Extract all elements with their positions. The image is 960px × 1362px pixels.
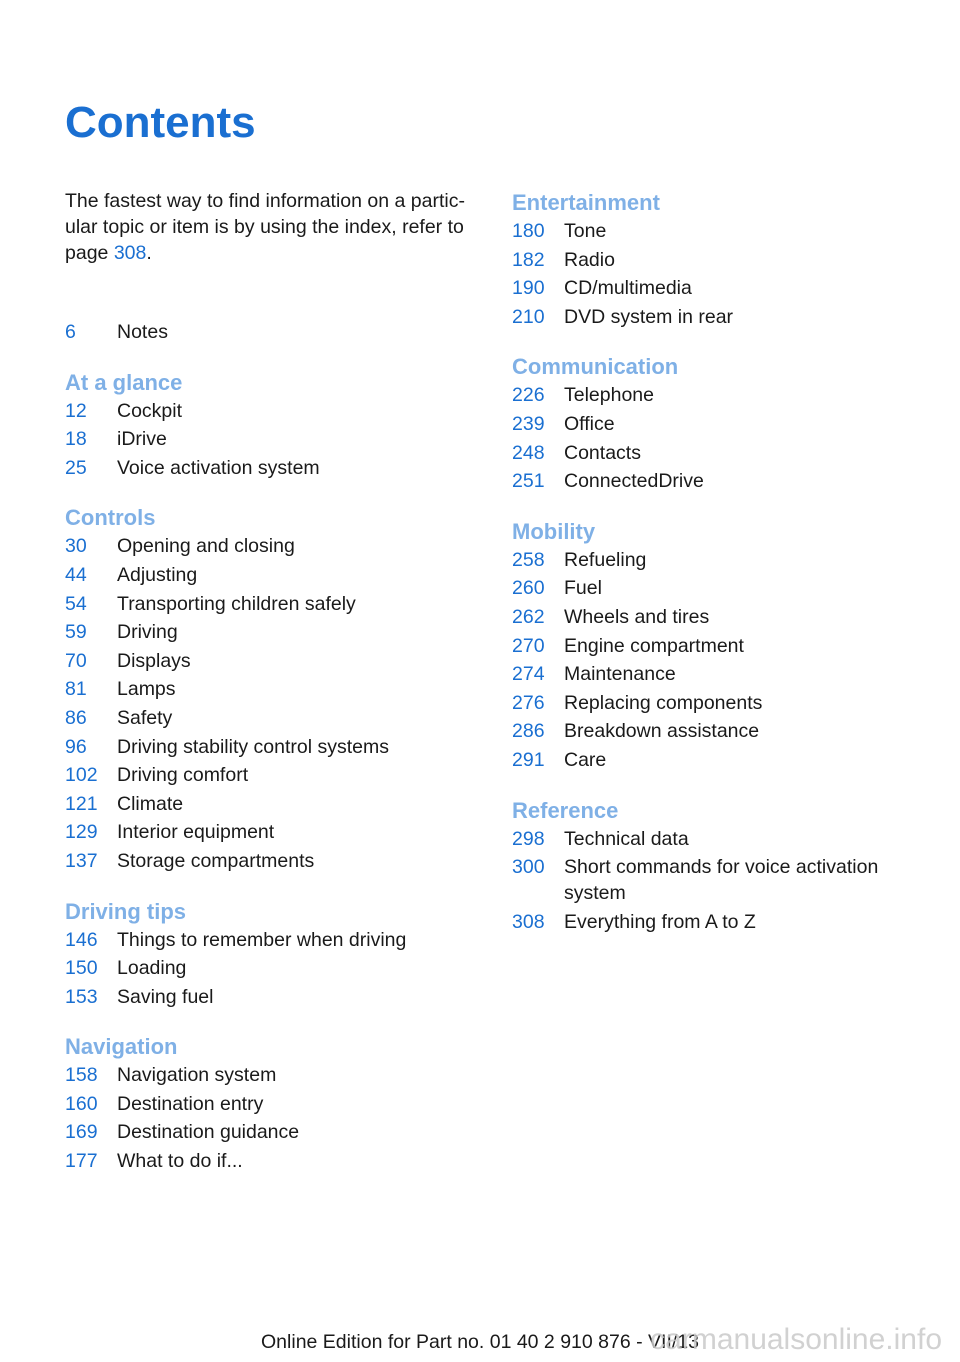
toc-page-number[interactable]: 158 <box>65 1064 98 1087</box>
toc-entry[interactable] <box>65 704 485 733</box>
toc-page-number[interactable]: 239 <box>512 412 545 435</box>
toc-entry-title[interactable]: Lamps <box>117 678 176 701</box>
toc-entry-title[interactable]: Storage compartments <box>117 849 315 872</box>
toc-entry[interactable] <box>65 1061 485 1090</box>
toc-page-number[interactable]: 129 <box>65 821 98 844</box>
toc-entry-title[interactable]: Notes <box>117 321 168 343</box>
toc-section-heading: Reference <box>512 797 619 823</box>
toc-entry[interactable] <box>512 632 932 661</box>
toc-entry[interactable] <box>65 790 485 819</box>
toc-entry-title[interactable]: Maintenance <box>564 663 676 686</box>
toc-entry[interactable] <box>65 647 485 676</box>
toc-entry[interactable] <box>512 574 932 603</box>
toc-entry-title[interactable]: iDrive <box>117 428 167 451</box>
toc-entry[interactable] <box>65 618 485 647</box>
toc-entry-title[interactable]: Fuel <box>564 577 602 600</box>
toc-page-number[interactable]: 300 <box>512 856 545 879</box>
toc-page-number[interactable]: 18 <box>65 428 87 451</box>
toc-entry-title[interactable]: Driving <box>117 621 178 644</box>
toc-entry-title[interactable]: CD/multimedia <box>564 277 692 300</box>
toc-entry-title[interactable]: Office <box>564 412 615 435</box>
toc-entry[interactable] <box>512 660 932 689</box>
toc-entry[interactable] <box>65 532 485 561</box>
toc-page-number[interactable]: 6 <box>65 321 76 343</box>
toc-entry[interactable] <box>65 983 485 1012</box>
toc-page-number[interactable]: 54 <box>65 592 87 615</box>
toc-entry[interactable] <box>512 303 932 332</box>
toc-entry[interactable] <box>65 318 485 347</box>
toc-entry[interactable] <box>65 561 485 590</box>
toc-entry[interactable] <box>65 1090 485 1119</box>
toc-page-number[interactable]: 298 <box>512 827 545 850</box>
intro-paragraph <box>65 188 485 266</box>
toc-section <box>512 797 932 937</box>
toc-entry[interactable] <box>512 825 932 854</box>
toc-page-number[interactable]: 260 <box>512 577 545 600</box>
toc-page-number[interactable]: 262 <box>512 605 545 628</box>
toc-entry-title[interactable]: Cockpit <box>117 399 183 422</box>
toc-page-number[interactable]: 210 <box>512 305 545 328</box>
toc-entry-title[interactable]: Tone <box>564 220 607 242</box>
toc-entry[interactable] <box>65 818 485 847</box>
toc-page-number[interactable]: 226 <box>512 384 545 407</box>
toc-entry[interactable] <box>512 746 932 775</box>
toc-entry[interactable] <box>512 908 932 937</box>
toc-entry[interactable] <box>65 847 485 876</box>
toc-entry-title[interactable]: Everything from A to Z <box>564 910 756 933</box>
toc-entry[interactable] <box>512 717 932 746</box>
toc-section <box>512 353 932 495</box>
toc-entry-title[interactable]: Short commands for voice activation system <box>564 856 879 905</box>
toc-entry[interactable] <box>65 425 485 454</box>
toc-page-number[interactable]: 177 <box>65 1150 98 1173</box>
toc-entry-title[interactable]: Climate <box>117 792 184 815</box>
toc-entry-title[interactable]: Adjusting <box>117 563 198 586</box>
toc-page-number[interactable]: 70 <box>65 649 87 672</box>
toc-entry-title[interactable]: Destination entry <box>117 1092 264 1115</box>
toc-entry-title[interactable]: Things to remember when driving <box>117 928 407 951</box>
toc-page-number[interactable]: 81 <box>65 678 87 701</box>
toc-section <box>512 189 932 331</box>
toc-page-number[interactable]: 291 <box>512 748 545 771</box>
toc-entry-title[interactable]: Safety <box>117 706 173 729</box>
toc-page-number[interactable]: 274 <box>512 663 545 686</box>
toc-page-number[interactable]: 190 <box>512 277 545 300</box>
toc-page-number[interactable]: 153 <box>65 985 98 1008</box>
toc-entry-title[interactable]: Engine compartment <box>564 634 744 657</box>
right-column <box>512 189 932 958</box>
toc-entry-title[interactable]: ConnectedDrive <box>564 470 704 493</box>
toc-page-number[interactable]: 59 <box>65 621 87 644</box>
toc-entry[interactable] <box>512 439 932 468</box>
toc-page-number[interactable]: 286 <box>512 720 545 743</box>
page-title: Contents <box>65 98 256 147</box>
toc-section <box>512 518 932 775</box>
toc-entry[interactable] <box>65 733 485 762</box>
toc-page-number[interactable]: 169 <box>65 1121 98 1144</box>
toc-page-number[interactable]: 258 <box>512 548 545 571</box>
toc-section-heading: Controls <box>65 505 156 531</box>
toc-entry[interactable] <box>65 761 485 790</box>
toc-page-number[interactable]: 121 <box>65 792 98 815</box>
toc-page-number[interactable]: 44 <box>65 563 87 586</box>
toc-entry-title[interactable]: Opening and closing <box>117 535 295 558</box>
toc-page-number[interactable]: 96 <box>65 735 87 758</box>
toc-page-number[interactable]: 137 <box>65 849 98 872</box>
footer-edition-text: Online Edition for Part no. 01 40 2 910 876 - VII/13 <box>261 1331 699 1353</box>
toc-entry-title[interactable]: Driving stability control systems <box>117 735 389 758</box>
toc-page-number[interactable]: 276 <box>512 691 545 714</box>
toc-section <box>65 898 485 1012</box>
toc-entry[interactable] <box>512 410 932 439</box>
toc-notes-group <box>65 318 485 347</box>
toc-page-number[interactable]: 30 <box>65 535 87 558</box>
toc-page-number[interactable]: 182 <box>512 248 545 271</box>
watermark-text: carmanualsonline.info <box>650 1323 942 1356</box>
toc-entry[interactable] <box>512 246 932 275</box>
toc-page-number[interactable]: 12 <box>65 399 87 422</box>
toc-entry-title[interactable]: Wheels and tires <box>564 605 710 628</box>
toc-entry-title[interactable]: Driving comfort <box>117 764 249 787</box>
toc-entry[interactable] <box>65 954 485 983</box>
toc-section-heading: Mobility <box>512 518 596 544</box>
toc-section <box>65 369 485 483</box>
toc-entry-title[interactable]: DVD system in rear <box>564 305 734 328</box>
toc-entry[interactable] <box>65 675 485 704</box>
toc-page-number[interactable]: 160 <box>65 1092 98 1115</box>
toc-entry[interactable] <box>512 217 932 246</box>
toc-entry[interactable] <box>512 381 932 410</box>
toc-entry-title[interactable]: Radio <box>564 248 615 271</box>
toc-entry-title[interactable]: Destination guidance <box>117 1121 300 1144</box>
toc-entry[interactable] <box>512 546 932 575</box>
index-page-link[interactable]: 308 <box>113 242 147 264</box>
toc-entry-title[interactable]: Voice activation system <box>117 456 320 479</box>
toc-entry[interactable] <box>512 274 932 303</box>
intro-text: The fastest way to find information on a partic-ular topic or item is by using the index, refer to page <box>65 190 465 264</box>
toc-entry-title[interactable]: Care <box>564 748 607 771</box>
toc-entry[interactable] <box>65 397 485 426</box>
toc-entry-title[interactable]: Replacing components <box>564 691 763 714</box>
toc-entry[interactable] <box>65 590 485 619</box>
toc-entry-title[interactable]: Telephone <box>564 384 654 407</box>
toc-page-number[interactable]: 146 <box>65 928 98 951</box>
toc-entry[interactable] <box>65 926 485 955</box>
toc-page-number[interactable]: 308 <box>512 910 545 933</box>
toc-page-number[interactable]: 25 <box>65 456 87 479</box>
toc-entry[interactable] <box>512 467 932 496</box>
toc-entry[interactable] <box>65 454 485 483</box>
toc-entry-title[interactable]: Displays <box>117 649 191 672</box>
toc-entry-title[interactable]: Loading <box>117 957 187 980</box>
toc-page-number[interactable]: 270 <box>512 634 545 657</box>
toc-entry[interactable] <box>65 1147 485 1176</box>
toc-page-number[interactable]: 102 <box>65 764 98 787</box>
toc-entry-title[interactable]: Navigation system <box>117 1064 277 1087</box>
toc-section-heading: Communication <box>512 354 679 380</box>
toc-entry-title[interactable]: What to do if... <box>117 1150 243 1173</box>
toc-page-number[interactable]: 86 <box>65 706 87 729</box>
toc-entry-title[interactable]: Refueling <box>564 548 647 571</box>
toc-page-number[interactable]: 251 <box>512 470 545 493</box>
toc-section-heading: Entertainment <box>512 190 660 215</box>
toc-section <box>65 504 485 875</box>
toc-page-number[interactable]: 150 <box>65 957 98 980</box>
toc-section-heading: At a glance <box>65 369 183 395</box>
left-column <box>65 318 485 1198</box>
toc-entry-title[interactable]: Interior equipment <box>117 821 275 844</box>
toc-section <box>65 1033 485 1175</box>
toc-section-heading: Driving tips <box>65 898 187 924</box>
toc-entry[interactable] <box>65 1118 485 1147</box>
toc-entry-title[interactable]: Technical data <box>564 827 689 850</box>
toc-entry-title[interactable]: Transporting children safely <box>117 592 356 615</box>
toc-page-number[interactable]: 248 <box>512 441 545 464</box>
toc-entry-title[interactable]: Saving fuel <box>117 985 214 1008</box>
toc-entry[interactable] <box>512 603 932 632</box>
toc-entry-title[interactable]: Breakdown assistance <box>564 720 760 743</box>
toc-entry-title[interactable]: Contacts <box>564 441 641 464</box>
toc-entry[interactable] <box>512 689 932 718</box>
toc-section-heading: Navigation <box>65 1034 178 1060</box>
toc-entry[interactable] <box>512 853 932 908</box>
intro-text-end: . <box>146 242 152 264</box>
toc-page-number[interactable]: 180 <box>512 220 545 242</box>
